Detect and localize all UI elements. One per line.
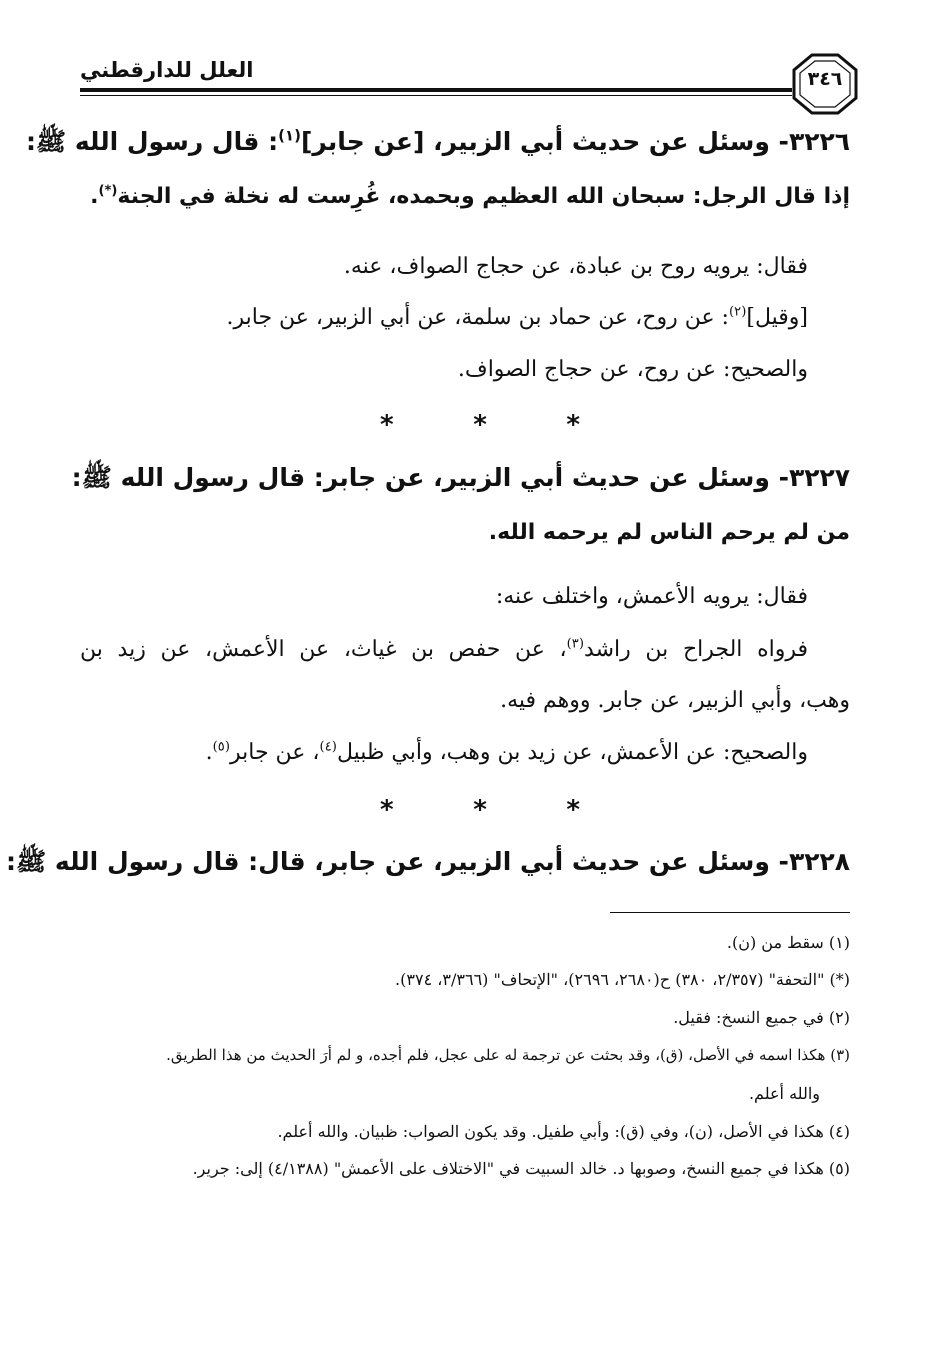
hadith-3226-matn-end: . xyxy=(90,184,99,209)
hadith-3227-line-4 xyxy=(206,740,808,765)
hadith-3226-heading-text: ٣٢٢٦- وسئل عن حديث أبي الزبير، [عن جابر] xyxy=(300,127,850,156)
footnote-separator xyxy=(610,912,850,913)
footnote-ref-2: (٢) xyxy=(728,304,747,320)
separator-star: * xyxy=(473,410,487,440)
footnote-3-continued: والله أعلم. xyxy=(748,1084,820,1103)
hadith-3226-line-1: فقال: يرويه روح بن عبادة، عن حجاج الصواف، عنه. xyxy=(343,254,808,279)
hadith-3227-line-2-end: ، عن حفص بن غياث، عن الأعمش، عن زيد بن xyxy=(80,637,567,662)
header-rule-thin xyxy=(80,95,792,96)
hadith-3227-line-4-end: . xyxy=(205,740,213,765)
hadith-3227-line-4-start: والصحيح: عن الأعمش، عن زيد بن وهب، وأبي ظبيل xyxy=(336,740,808,765)
footnote-1: (١) سقط من (ن). xyxy=(726,933,850,952)
footnote-3: (٣) هكذا اسمه في الأصل، (ق)، وقد بحثت عن ترجمة له على عجل، فلم أجده، و لم أرَ الحديث من هذا الطريق. xyxy=(166,1046,850,1064)
section-separator xyxy=(380,410,580,440)
header-rule-thick xyxy=(80,88,792,92)
separator-star: * xyxy=(380,410,394,440)
hadith-3227-heading: ٣٢٢٧- وسئل عن حديث أبي الزبير، عن جابر: قال رسول الله ﷺ: xyxy=(71,463,850,492)
hadith-3226-line-2-start: [وقيل] xyxy=(746,305,808,330)
footnote-4: (٤) هكذا في الأصل، (ن)، وفي (ق): وأبي طفيل. وقد يكون الصواب: ظبيان. والله أعلم. xyxy=(277,1122,850,1141)
separator-star: * xyxy=(473,795,487,825)
footnote-ref-5: (٥) xyxy=(212,739,230,755)
separator-star: * xyxy=(566,410,580,440)
section-separator xyxy=(380,795,580,825)
hadith-3227-line-2-start: فرواه الجراح بن راشد xyxy=(584,637,808,662)
footnote-ref-4: (٤) xyxy=(319,739,337,755)
hadith-3226-line-2 xyxy=(226,305,808,330)
hadith-3227-line-1: فقال: يرويه الأعمش، واختلف عنه: xyxy=(495,584,808,609)
running-header-title: العلل للدارقطني xyxy=(80,58,254,82)
page-number: ٣٤٦ xyxy=(807,68,843,90)
page-number-badge xyxy=(790,52,860,116)
hadith-3228-heading: ٣٢٢٨- وسئل عن حديث أبي الزبير، عن جابر، قال: قال رسول الله ﷺ: xyxy=(6,847,850,876)
footnote-ref-1: (١) xyxy=(278,126,301,145)
hadith-3227-line-2 xyxy=(80,637,808,662)
hadith-3226-line-3: والصحيح: عن روح، عن حجاج الصواف. xyxy=(457,357,808,382)
hadith-3227-line-4-mid: ، عن جابر xyxy=(230,740,320,765)
separator-star: * xyxy=(566,795,580,825)
hadith-3226-matn-text: إذا قال الرجل: سبحان الله العظيم وبحمده، غُرِست له نخلة في الجنة xyxy=(117,184,850,209)
hadith-3227-line-3: وهب، وأبي الزبير، عن جابر. ووهم فيه. xyxy=(500,688,850,713)
footnote-2: (٢) في جميع النسخ: فقيل. xyxy=(673,1008,850,1027)
hadith-3226-heading xyxy=(25,126,850,163)
footnote-ref-star: (*) xyxy=(98,183,118,199)
hadith-3226-line-2-end: : عن روح، عن حماد بن سلمة، عن أبي الزبير، عن جابر. xyxy=(226,305,729,330)
hadith-3227-matn: من لم يرحم الناس لم يرحمه الله. xyxy=(488,520,850,545)
hadith-3226-heading-tail: : قال رسول الله ﷺ: xyxy=(25,127,279,156)
hadith-3226-matn xyxy=(90,184,850,209)
footnote-star: (*) "التحفة" (٢/٣٥٧، ٣٨٠) ح(٢٦٨٠، ٢٦٩٦)، "الإتحاف" (٣/٣٦٦، ٣٧٤). xyxy=(395,970,850,989)
footnote-ref-3: (٣) xyxy=(566,636,585,652)
footnote-5: (٥) هكذا في جميع النسخ، وصوبها د. خالد السبيت في "الاختلاف على الأعمش" (٤/١٣٨٨) إلى: جرير. xyxy=(192,1159,850,1178)
separator-star: * xyxy=(380,795,394,825)
